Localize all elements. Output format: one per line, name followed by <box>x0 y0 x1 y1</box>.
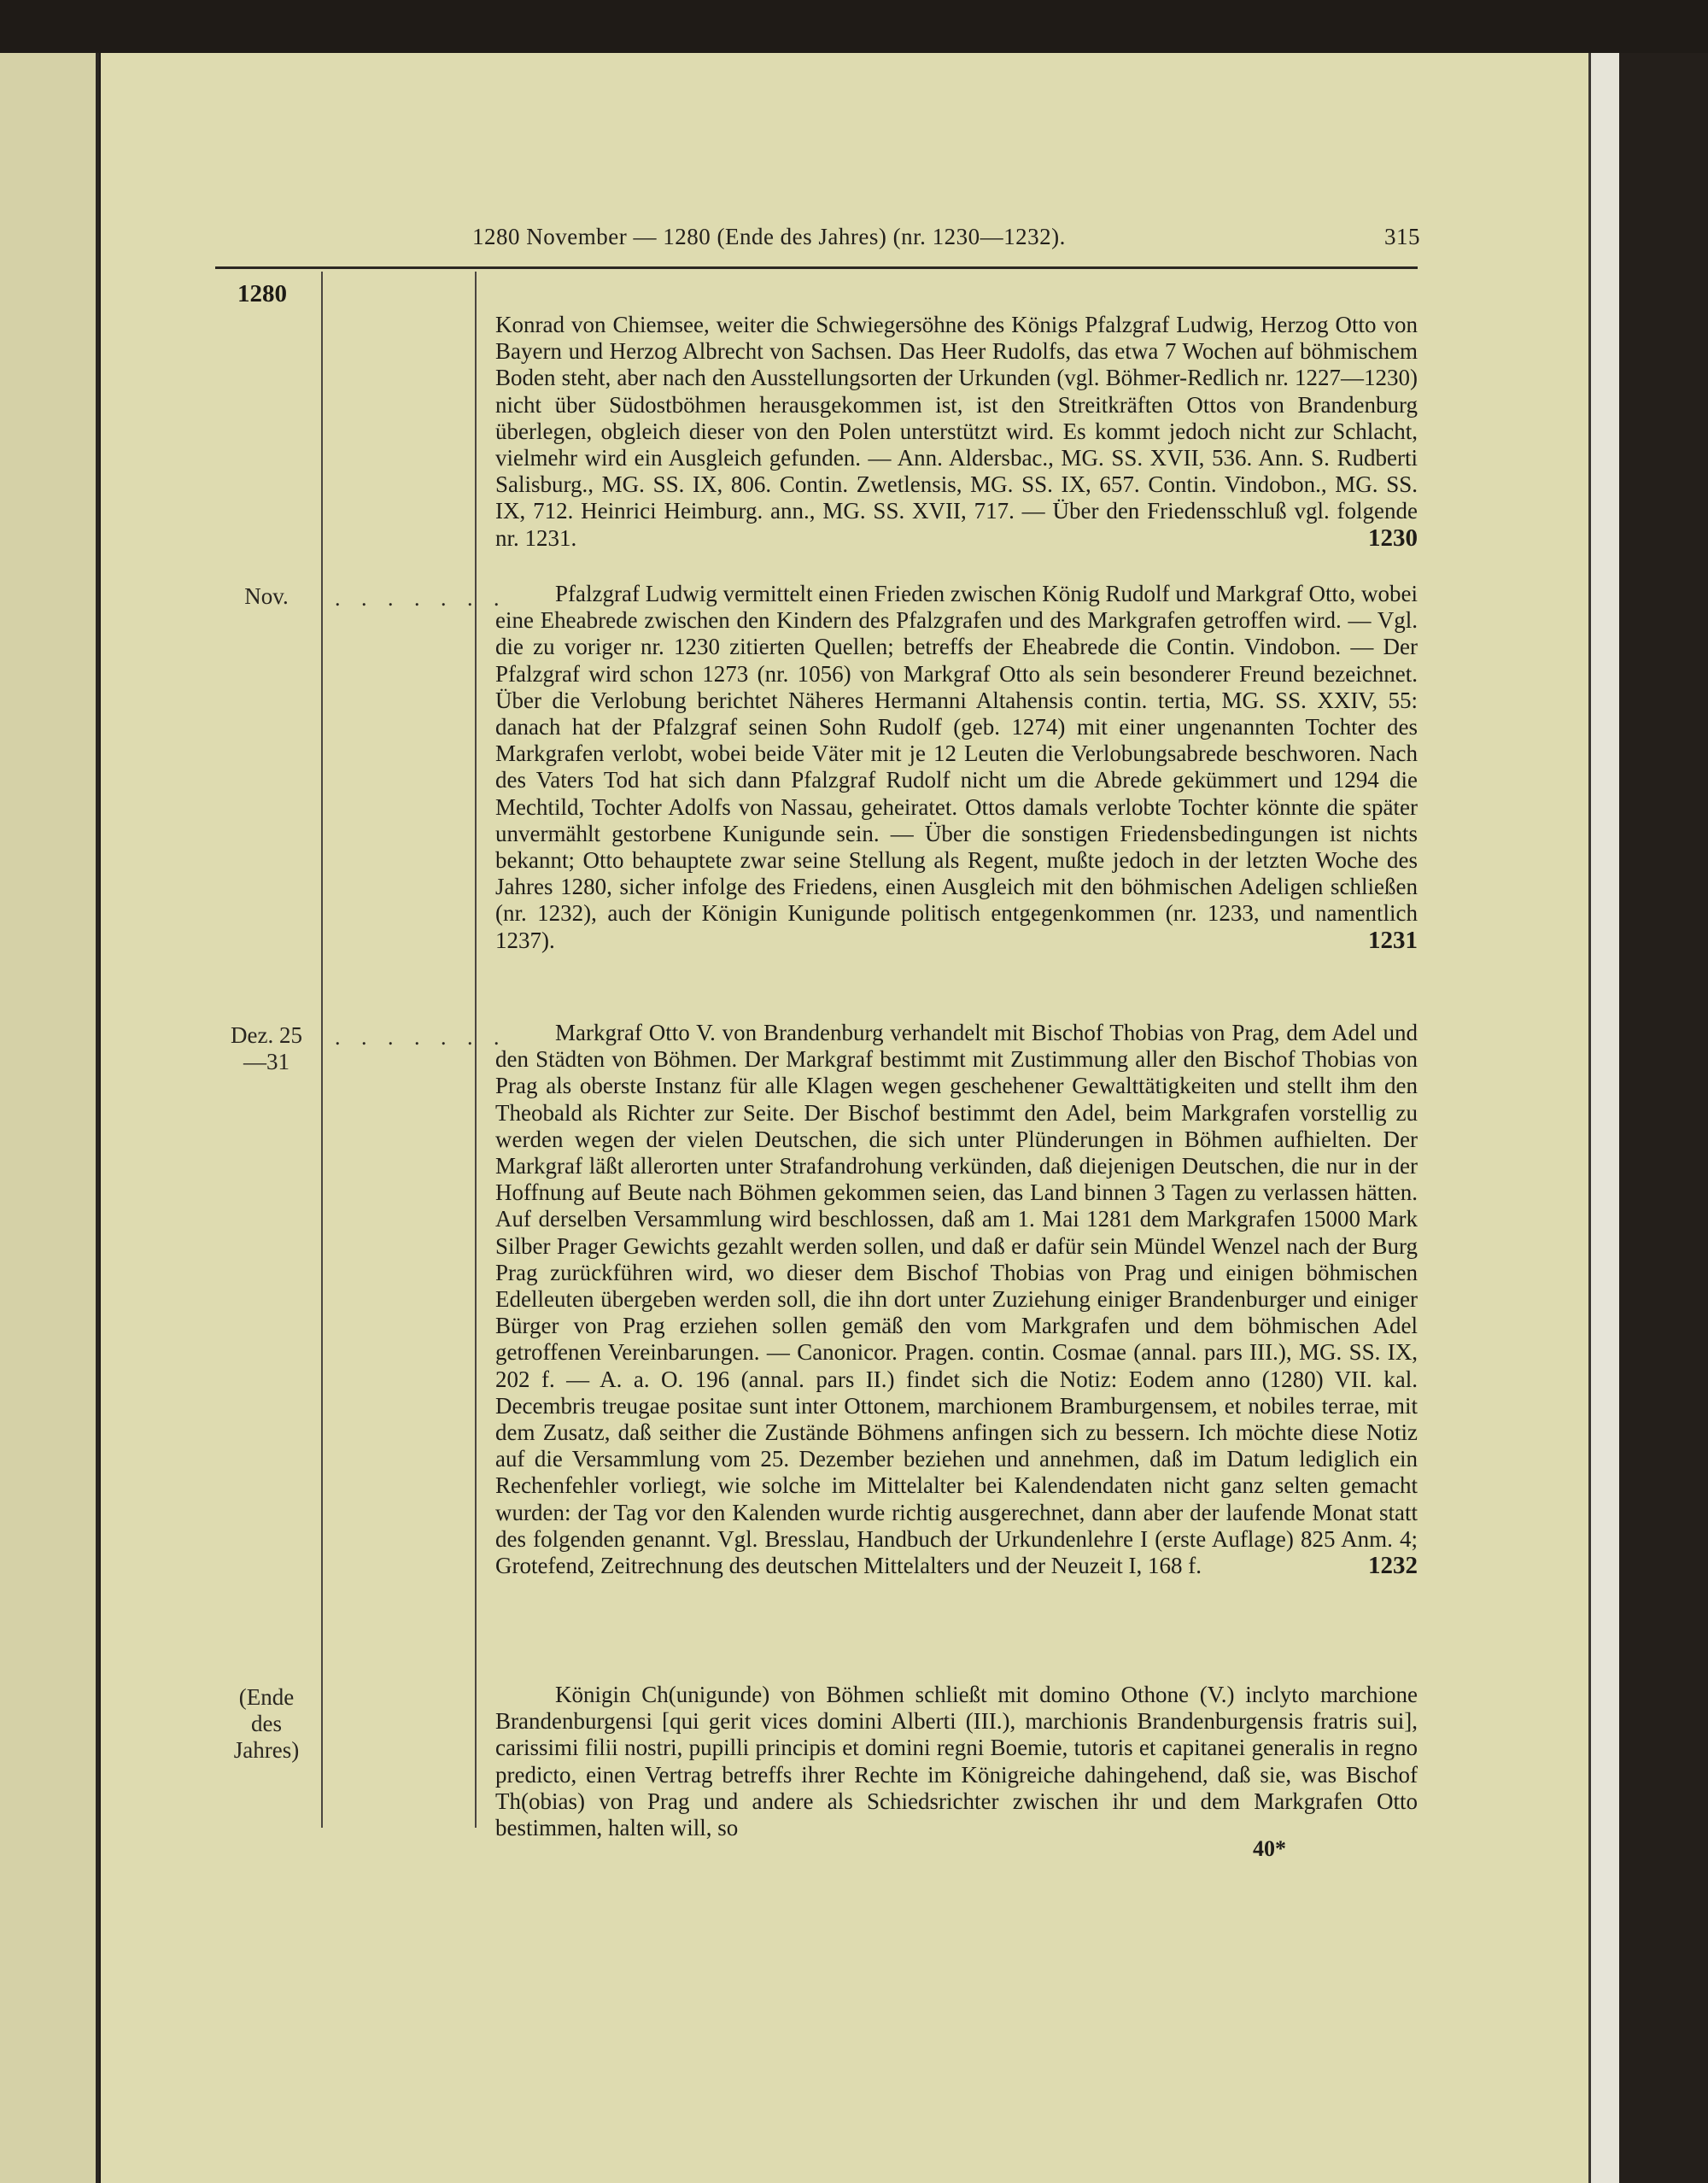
running-header <box>472 224 1420 258</box>
margin-date-nov: Nov. <box>244 583 289 609</box>
entry-number: 1232 <box>1368 1552 1418 1580</box>
entry-1231 <box>495 581 1418 954</box>
margin-date-ende: (Ende des Jahres) <box>233 1684 300 1763</box>
signature-mark: 40* <box>1253 1836 1286 1861</box>
entry-1230 <box>495 312 1418 552</box>
margin-year: 1280 <box>237 280 287 307</box>
entry-number: 1231 <box>1368 926 1418 954</box>
page-number: 315 <box>1384 224 1420 249</box>
entry-text: Markgraf Otto V. von Brandenburg verhandelt mit Bischof Thobias von Prag, dem Adel und den Städten von Böhmen. Der Markgraf bestimmt mit Zustimmung aller den Bischof Thobias von Prag als oberste Instanz für alle Klagen wegen geschehener Gewalttätigkeiten und stellt ihm den Theobald als Richter zur Seite. Der Bischof bestimmt den Adel, beim Markgrafen vorstellig zu werden wegen der vielen Deutschen, die sich unter Plünderungen in Böhmen aufhielten. Der Markgraf läßt allerorten unter Strafandrohung verkünden, daß diejenigen Deutschen, die nur in der Hoffnung auf Beute nach Böhmen gekommen seien, das Land binnen 3 Tagen zu verlassen hätten. Auf derselben Versammlung wird beschlossen, daß am 1. Mai 1281 dem Markgrafen 15000 Mark Silber Prager Gewichts gezahlt werden sollen, und daß er dafür sein Mündel Wenzel nach der Burg Prag zurückführen wird, wo dieser dem Bischof Thobias von Prag und einigen böhmischen Edelleuten übergeben werden soll, die ihn dort unter Zuziehung einiger Brandenburger und einiger Bürger von Prag erziehen sollen gemäß den vom Markgrafen und dem böhmischen Adel getroffenen Vereinbarungen. — Canonicor. Pragen. contin. Cosmae (annal. pars III.), MG. SS. IX, 202 f. — A. a. O. 196 (annal. pars II.) findet sich die Notiz: Eodem anno (1280) VII. kal. Decembris treugae positae sunt inter Ottonem, marchionem Bramburgensem, et nobiles terrae, mit dem Zusatz, daß seither die Zustände Böhmens anfingen sich zu bessern. Ich möchte diese Notiz auf die Versammlung vom 25. Dezember beziehen und annehmen, daß im Datum lediglich ein Rechenfehler vorliegt, wie solche im Mittelalter bei Kalendendaten nicht ganz selten gemacht wurden: der Tag vor den Kalenden wurde richtig ausgerechnet, dann aber der laufende Monat statt des folgenden genannt. Vgl. Bresslau, Handbuch der Urkundenlehre I (erste Auflage) 825 Anm. 4; Grotefend, Zeitrechnung des deutschen Mittelalters und der Neuzeit I, 168 f. <box>495 1020 1418 1579</box>
book-cover-edge <box>1619 53 1708 2183</box>
header-rule <box>215 266 1418 269</box>
entry-1233-start <box>495 1682 1418 1841</box>
margin-column-divider <box>321 272 323 1828</box>
entry-text: Pfalzgraf Ludwig vermittelt einen Frieden zwischen König Rudolf und Markgraf Otto, wobei eine Eheabrede zwischen den Kindern des Pfalzgrafen und des Markgrafen getroffen wird. — Vgl. die zu voriger nr. 1230 zitierten Quellen; betreffs der Eheabrede die Contin. Vindobon. — Der Pfalzgraf wird schon 1273 (nr. 1056) von Markgraf Otto als sein besonderer Freund bezeichnet. Über die Verlobung berichtet Näheres Hermanni Altahensis contin. tertia, MG. SS. XXIV, 55: danach hat der Pfalzgraf seinen Sohn Rudolf (geb. 1274) mit einer ungenannten Tochter des Markgrafen verlobt, wobei beide Väter mit je 12 Leuten die Verlobungsabrede beschworen. Nach des Vaters Tod hat sich dann Pfalzgraf Rudolf nicht um die Abrede gekümmert und 1294 die Mechtild, Tochter Adolfs von Nassau, geheiratet. Ottos damals verlobte Tochter könnte die später unvermählt gestorbene Kunigunde sein. — Über die sonstigen Friedensbedingungen ist nichts bekannt; Otto behauptete zwar seine Stellung als Regent, mußte jedoch in der letzten Woche des Jahres 1280, sicher infolge des Friedens, einen Ausgleich mit den böhmischen Adeligen schließen (nr. 1232), auch der Königin Kunigunde politisch entgegenkommen (nr. 1233, und namentlich 1237). <box>495 581 1418 953</box>
running-title: 1280 November — 1280 (Ende des Jahres) (nr. 1230—1232). <box>472 224 1066 249</box>
entry-number: 1230 <box>1368 524 1418 552</box>
place-dots: . . . . . . . <box>335 586 507 611</box>
entry-text: Königin Ch(unigunde) von Böhmen schließt mit domino Othone (V.) inclyto marchione Brandenburgensi [qui gerit vices domini Alberti (III.), marchionis Brandenburgensis fratris sui], carissimi filii nostri, pupilli principis et domini regni Boemie, tutoris et capitanei generalis in regno predicto, einen Vertrag betreffs ihrer Rechte im Königreiche dahingehend, daß sie, was Bischof Th(obias) von Prag und andere als Schiedsrichter zwischen ihr und dem Markgrafen Otto bestimmen, halten will, so <box>495 1682 1418 1841</box>
previous-page-edge <box>0 53 99 2183</box>
margin-date-dez: Dez. 25 —31 <box>231 1022 302 1074</box>
entry-text: Konrad von Chiemsee, weiter die Schwiegersöhne des Königs Pfalzgraf Ludwig, Herzog Otto von Bayern und Herzog Albrecht von Sachsen. Das Heer Rudolfs, das etwa 7 Wochen auf böhmischem Boden steht, aber nach den Ausstellungsorten der Urkunden (vgl. Böhmer-Redlich nr. 1227—1230) nicht über Südostböhmen herausgekommen ist, ist den Streitkräften Ottos von Brandenburg überlegen, obgleich dieser von den Polen unterstützt wird. Es kommt jedoch nicht zur Schlacht, vielmehr wird ein Ausgleich gefunden. — Ann. Aldersbac., MG. SS. XVII, 536. Ann. S. Rudberti Salisburg., MG. SS. IX, 806. Contin. Zwetlensis, MG. SS. IX, 657. Contin. Vindobon., MG. SS. IX, 712. Heinrici Heimburg. ann., MG. SS. XVII, 717. — Über den Friedensschluß vgl. folgende nr. 1231. <box>495 312 1418 551</box>
entry-1232 <box>495 1020 1418 1579</box>
place-dots: . . . . . . . <box>335 1025 507 1050</box>
page-stack-edge <box>1588 53 1622 2183</box>
